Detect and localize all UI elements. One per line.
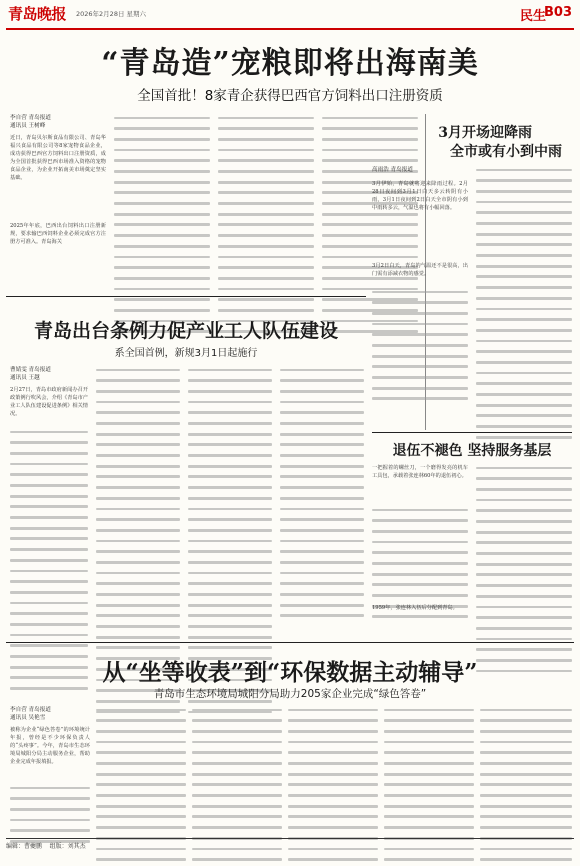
story1-text-block	[218, 114, 314, 288]
story4-headline: 退伍不褪色 坚持服务基层	[392, 443, 552, 459]
story3-paragraph: 2月27日，青岛市政府新闻办召开政策例行吹风会，介绍《青岛市产业工人队伍建设促进条例》相关情况。	[10, 387, 88, 418]
story2-paragraph: 3月伊始，青岛就将迎来降雨过程。2月28日夜间到3月1日白天多云转阴有小雨，3月1日夜间到2日白天全市阴有小到中雨转多云，气温也将有小幅回落。	[372, 181, 468, 212]
page-number: B03	[544, 5, 572, 20]
editor-credit: 编辑：曹夔鹏	[6, 843, 43, 850]
story5-subheadline: 青岛市生态环境局城阳分局助力205家企业完成“绿色答卷”	[153, 688, 427, 700]
story1-paragraph: 2025年年底，巴西出台饲料出口注册新规，要求输巴西饲料企业必须完成官方注册方可准入。青岛海关	[10, 223, 106, 246]
section-name: 民生	[519, 9, 546, 24]
masthead	[6, 0, 574, 30]
story4-text-block	[372, 506, 468, 602]
story2-paragraph: 3月2日白天，青岛的气温还不是很高，出门需有添减衣物的感觉。	[372, 263, 468, 278]
story1-headline: “青岛造”宠粮即将出海南美	[101, 46, 479, 81]
story3-byline: 曹婧雯 青岛报道 通讯员 王越	[10, 367, 51, 382]
story3-text-block	[280, 366, 364, 566]
story5-byline: 李自营 青岛报道 通讯员 吴艳雪	[10, 707, 51, 722]
section-divider	[372, 432, 572, 433]
story3-text-block	[96, 366, 180, 638]
layout-credit: 组版：刘其杰	[49, 843, 86, 850]
newspaper-logo: 青岛晚报	[8, 5, 67, 23]
story1-subheadline: 全国首批！8家青企获得巴西官方饲料出口注册资质	[137, 88, 443, 104]
section-divider	[6, 642, 574, 643]
issue-date: 2026年2月28日 星期六	[76, 10, 147, 18]
story5-text-block	[192, 706, 282, 834]
story1-text-block	[114, 114, 210, 288]
story4-paragraph: 1959年，张连林入伍后分配到青岛。	[372, 605, 458, 611]
story5-headline: 从“坐等收表”到“环保数据主动辅导”	[102, 659, 478, 686]
story3-subheadline: 系全国首例，新规3月1日起施行	[114, 348, 258, 359]
story5-text-block	[10, 784, 90, 834]
story1-paragraph: 近日，青岛贝尔斯食品有限公司、青岛华福兴食品有限公司等8家宠物食品企业，成功获得巴西官方饲料出口注册资质，成为全国首批获得巴西市场准入资格的宠物食品企业，为企业开拓南美市场奠定坚实基础。	[10, 135, 106, 182]
story1-byline: 李自营 青岛报道 通讯员 王树峰	[10, 115, 51, 130]
story3-text-block	[188, 366, 272, 638]
story2-headline: 3月开场迎降雨	[438, 125, 532, 141]
story3-headline: 青岛出台条例力促产业工人队伍建设	[33, 320, 338, 342]
story2-headline-line2: 全市或有小到中雨	[450, 144, 562, 160]
story4-text-block	[476, 464, 572, 632]
page-footer	[6, 838, 574, 850]
story4-paragraph: 一把握着的螺丝刀，一个磨得发亮的机车工具包，承载着张连林60年的退伍初心。	[372, 465, 468, 480]
story5-text-block	[480, 706, 572, 834]
section-divider	[6, 296, 366, 297]
story2-byline: 高雨浩 青岛报道	[372, 167, 413, 173]
story5-text-block	[384, 706, 474, 834]
story5-text-block	[288, 706, 378, 834]
story3-text-block	[10, 428, 88, 638]
story5-text-block	[96, 706, 186, 834]
story5-paragraph: 被称为企业“绿色答卷”的环境统计年报，曾经是不少环保负责人的“头疼事”。今年，青岛市生态环境局城阳分局主动服务企业，帮助企业完成年报填报。	[10, 727, 90, 766]
story2-text-block	[476, 166, 572, 380]
story2-text-block	[372, 288, 468, 380]
